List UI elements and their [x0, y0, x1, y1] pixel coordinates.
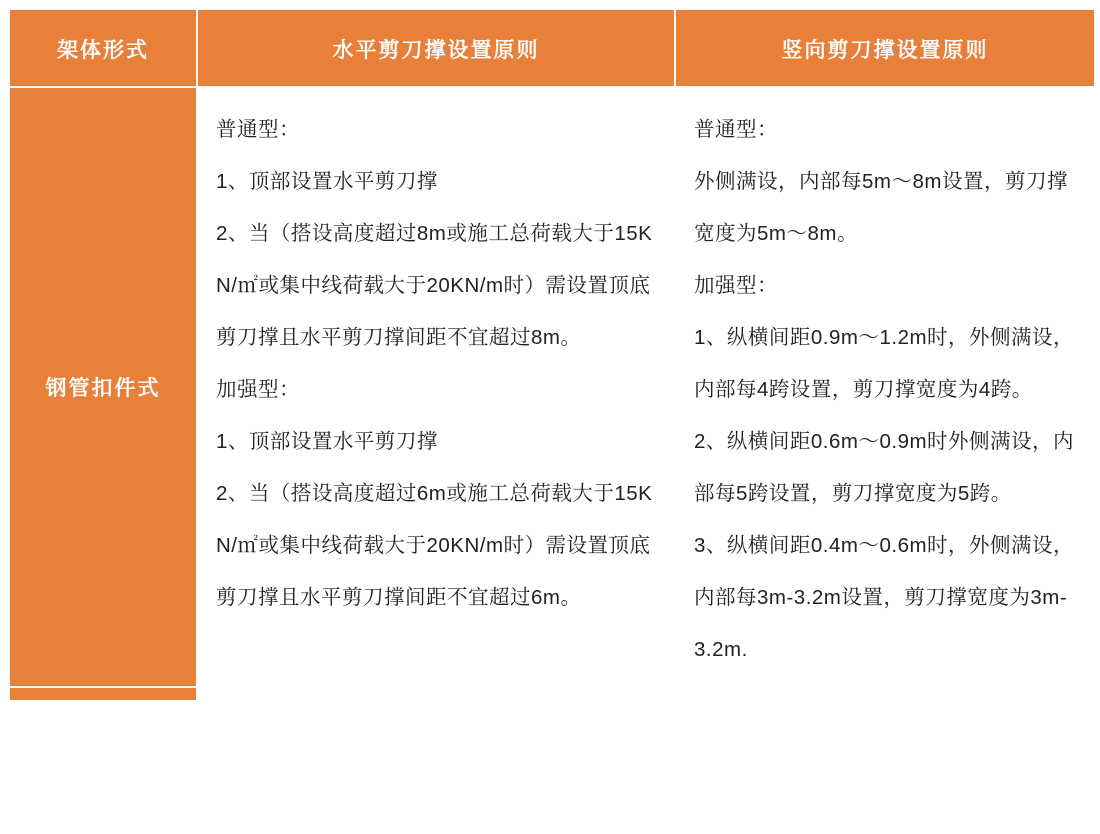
vertical-line-3: 加强型：: [694, 274, 778, 297]
horizontal-line-1: 普通型：: [216, 118, 300, 141]
table-header-row: [9, 9, 1095, 87]
column-header-horizontal-bracing: 水平剪刀撑设置原则: [197, 9, 675, 87]
horizontal-line-5: 1、顶部设置水平剪刀撑: [216, 430, 438, 453]
column-header-vertical-bracing: 竖向剪刀撑设置原则: [675, 9, 1095, 87]
horizontal-line-6: 2、当（搭设高度超过6m或施工总荷载大于15KN/㎡或集中线荷载大于20KN/m时）需设置顶底剪刀撑且水平剪刀撑间距不宜超过6m。: [216, 482, 653, 609]
horizontal-line-3: 2、当（搭设高度超过8m或施工总荷载大于15KN/㎡或集中线荷载大于20KN/m时）需设置顶底剪刀撑且水平剪刀撑间距不宜超过8m。: [216, 222, 653, 349]
cell-vertical-bracing: [675, 87, 1095, 687]
vertical-line-6: 3、纵横间距0.4m～0.6m时，外侧满设，内部每3m-3.2m设置，剪刀撑宽度为3m-3.2m.: [694, 534, 1075, 661]
scaffold-bracing-table: [8, 8, 1096, 702]
table-row: [9, 87, 1095, 687]
table-header: [9, 9, 1095, 87]
document-page: [0, 8, 1100, 834]
column-header-frame-type: 架体形式: [9, 9, 197, 87]
vertical-line-1: 普通型：: [694, 118, 778, 141]
cell-horizontal-bracing: [197, 87, 675, 687]
vertical-line-2: 外侧满设，内部每5m～8m设置，剪刀撑宽度为5m～8m。: [694, 170, 1068, 245]
row-header-frame-type: 钢管扣件式: [9, 87, 197, 687]
vertical-line-5: 2、纵横间距0.6m～0.9m时外侧满设，内部每5跨设置，剪刀撑宽度为5跨。: [694, 430, 1075, 505]
vertical-line-4: 1、纵横间距0.9m～1.2m时，外侧满设，内部每4跨设置，剪刀撑宽度为4跨。: [694, 326, 1075, 401]
horizontal-line-4: 加强型：: [216, 378, 300, 401]
row-header-next: [9, 687, 197, 701]
cell-next-vertical: [675, 687, 1095, 701]
table-row-next-partial: [9, 687, 1095, 701]
table-body: [9, 87, 1095, 701]
horizontal-line-2: 1、顶部设置水平剪刀撑: [216, 170, 438, 193]
cell-next-horizontal: [197, 687, 675, 701]
